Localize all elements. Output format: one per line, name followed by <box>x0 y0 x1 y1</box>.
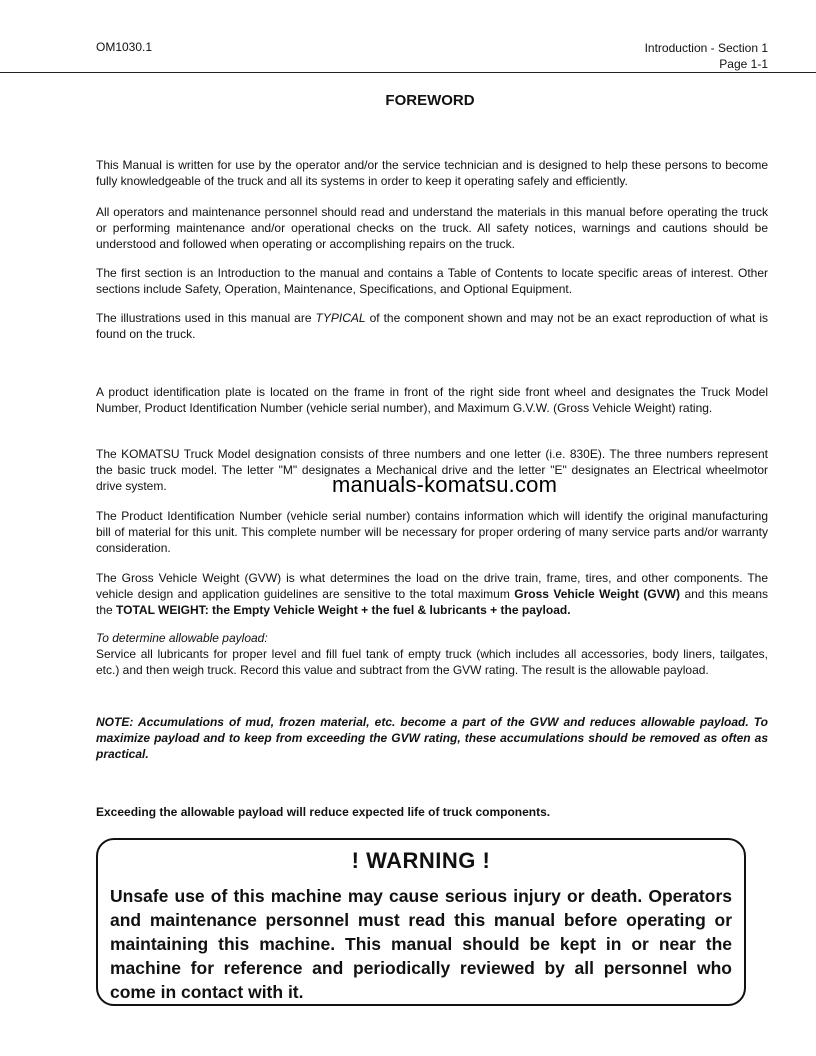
paragraph-sections: The first section is an Introduction to the manual and contains a Table of Contents to locate specific areas of interest. Other sections include Safety, Operation, Maintenance, Specifications, and Optional Equipment. <box>96 266 768 296</box>
gvw-text-a: The Gross Vehicle Weight (GVW) is what determines the load on the drive train, frame, tires, and other components. The vehicle design and application guidelines are sensitive to the total maximum <box>96 571 768 601</box>
exceeding-statement: Exceeding the allowable payload will reduce expected life of truck components. <box>96 805 551 819</box>
paragraph-illustrations <box>96 310 768 342</box>
page-title: FOREWORD <box>385 92 475 109</box>
payload-heading: To determine allowable payload: <box>96 631 268 645</box>
gvw-emphasis: Gross Vehicle Weight (GVW) <box>514 587 681 601</box>
warning-text: Unsafe use of this machine may cause serious injury or death. Operators and maintenance personnel must read this manual before operating or maintaining this machine. This manual should be kept in or near the machine for reference and periodically reviewed by all personnel who come in contact with it. <box>110 886 732 1002</box>
document-code: OM1030.1 <box>96 40 153 54</box>
warning-title: ! WARNING ! <box>351 848 491 873</box>
paragraph-read-understand: All operators and maintenance personnel should read and understand the materials in this manual before operating the truck or performing maintenance and/or operational checks on the truck. All safety notices, warnings and cautions should be understood and followed when operating or accomplishing repairs on the truck. <box>96 205 768 251</box>
paragraph-identification-plate: A product identification plate is located on the frame in front of the right side front wheel and designates the Truck Model Number, Product Identification Number (vehicle serial number), and Maximum G.V.W. (Gross Vehicle Weight) rating. <box>96 385 768 415</box>
paragraph-model-designation: The KOMATSU Truck Model designation consists of three numbers and one letter (i.e. 830E). The three numbers represent the basic truck model. The letter "M" designates a Mechanical drive and the letter "E" designates an Electrical wheelmotor drive system. <box>96 447 768 493</box>
paragraph-serial-number: The Product Identification Number (vehicle serial number) contains information which will identify the original manufacturing bill of material for this unit. This complete number will be necessary for proper ordering of many service parts and/or warranty consideration. <box>96 509 768 555</box>
gvw-text-c: : the Empty Vehicle Weight + the fuel & lubricants + the payload. <box>204 603 571 617</box>
page-header-right <box>645 40 768 72</box>
gvw-text-b: and this means the <box>96 587 769 617</box>
illustrations-text-b: of the component shown and may not be an exact reproduction of what is found on the truck. <box>96 311 768 341</box>
illustrations-text-a: The illustrations used in this manual are <box>96 311 316 325</box>
section-label: Introduction - Section 1 <box>644 41 768 55</box>
header-divider <box>0 72 816 73</box>
total-weight-emphasis: TOTAL WEIGHT <box>116 603 205 617</box>
payload-instructions: Service all lubricants for proper level and fill fuel tank of empty truck (which includes all accessories, body liners, tailgates, etc.) and then weigh truck. Record this value and subtract from the GVW rating. The result is the allowable payload. <box>96 647 768 677</box>
page-number: Page 1-1 <box>719 57 768 71</box>
typical-emphasis: TYPICAL <box>315 311 366 325</box>
paragraph-gvw <box>96 570 768 618</box>
paragraph-payload <box>96 630 768 678</box>
warning-box <box>96 838 746 1006</box>
watermark-text: manuals-komatsu.com <box>332 472 558 497</box>
paragraph-purpose: This Manual is written for use by the operator and/or the service technician and is designed to help these persons to become fully knowledgeable of the truck and all its systems in order to keep it operating safely and efficiently. <box>96 158 768 188</box>
note-paragraph: NOTE: Accumulations of mud, frozen material, etc. become a part of the GVW and reduces allowable payload. To maximize payload and to keep from exceeding the GVW rating, these accumulations should be removed as often as practical. <box>96 715 768 761</box>
